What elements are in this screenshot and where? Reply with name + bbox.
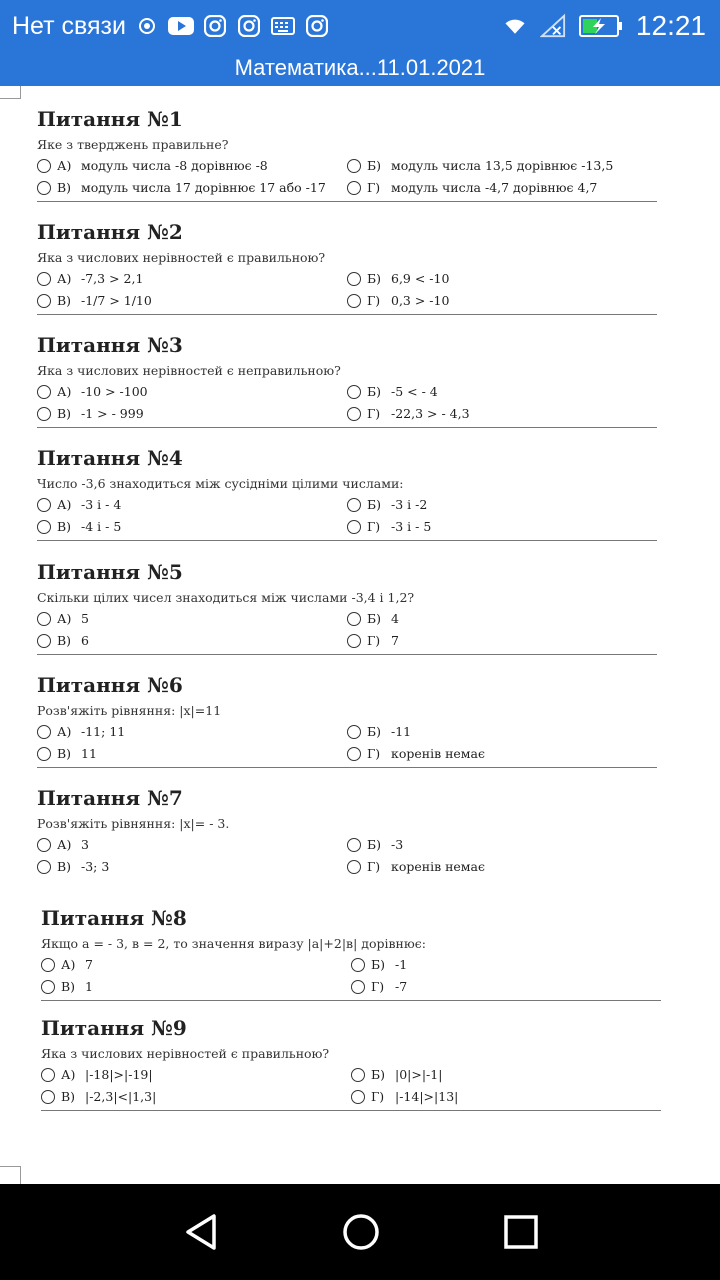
option-a[interactable]: А) -3 і - 4 — [37, 495, 347, 514]
option-b[interactable]: Б) -1 — [351, 955, 661, 974]
question-5 — [37, 557, 657, 655]
option-g[interactable]: Г) 7 — [347, 631, 657, 650]
radio-button[interactable] — [347, 634, 361, 648]
instagram-icon — [202, 13, 228, 39]
radio-button[interactable] — [37, 294, 51, 308]
option-g[interactable]: Г) |-14|>|13| — [351, 1087, 661, 1106]
radio-button[interactable] — [37, 181, 51, 195]
wifi-icon — [502, 13, 528, 39]
question-title: Питання №6 — [37, 673, 183, 697]
question-3 — [37, 330, 657, 428]
radio-button[interactable] — [37, 407, 51, 421]
option-v[interactable]: В) -1 > - 999 — [37, 404, 347, 423]
radio-button[interactable] — [351, 980, 365, 994]
app-title: Математика...11.01.2021 — [234, 55, 486, 80]
option-g[interactable]: Г) коренів немає — [347, 857, 657, 876]
question-title: Питання №2 — [37, 220, 183, 244]
radio-button[interactable] — [37, 747, 51, 761]
radio-button[interactable] — [37, 385, 51, 399]
question-text: Яка з числових нерівностей є правильною? — [37, 250, 326, 265]
option-b[interactable]: Б) модуль числа 13,5 дорівнює -13,5 — [347, 156, 657, 175]
question-7 — [37, 783, 657, 880]
question-title: Питання №7 — [37, 786, 183, 810]
radio-button[interactable] — [37, 520, 51, 534]
app-bar — [0, 0, 720, 86]
question-title: Питання №5 — [37, 560, 183, 584]
option-a[interactable]: А) 7 — [41, 955, 351, 974]
option-g[interactable]: Г) коренів немає — [347, 744, 657, 763]
question-9 — [41, 1013, 661, 1111]
back-icon[interactable] — [182, 1212, 222, 1252]
question-6 — [37, 670, 657, 768]
question-text: Яке з тверджень правильне? — [37, 137, 229, 152]
option-v[interactable]: В) |-2,3|<|1,3| — [41, 1087, 351, 1106]
radio-button[interactable] — [347, 272, 361, 286]
document-content[interactable] — [0, 86, 720, 1184]
option-a[interactable]: А) |-18|>|-19| — [41, 1065, 351, 1084]
option-b[interactable]: Б) -11 — [347, 722, 657, 741]
option-a[interactable]: А) -11; 11 — [37, 722, 347, 741]
question-text: Скільки цілих чисел знаходиться між числами -3,4 і 1,2? — [37, 590, 415, 605]
instagram-icon — [304, 13, 330, 39]
no-signal-icon — [540, 13, 566, 39]
radio-button[interactable] — [37, 725, 51, 739]
option-g[interactable]: Г) модуль числа -4,7 дорівнює 4,7 — [347, 178, 657, 197]
radio-button[interactable] — [37, 634, 51, 648]
option-b[interactable]: Б) -5 < - 4 — [347, 382, 657, 401]
question-title: Питання №1 — [37, 107, 183, 131]
option-a[interactable]: А) -10 > -100 — [37, 382, 347, 401]
option-g[interactable]: Г) 0,3 > -10 — [347, 291, 657, 310]
radio-button[interactable] — [347, 159, 361, 173]
radio-button[interactable] — [347, 385, 361, 399]
option-a[interactable]: А) 3 — [37, 835, 347, 854]
option-v[interactable]: В) -1/7 > 1/10 — [37, 291, 347, 310]
keyboard-icon — [270, 13, 296, 39]
radio-button[interactable] — [347, 520, 361, 534]
question-2 — [37, 217, 657, 315]
recents-icon[interactable] — [501, 1212, 541, 1252]
question-8 — [41, 903, 661, 1001]
question-1 — [37, 104, 657, 202]
radio-button[interactable] — [37, 498, 51, 512]
radio-button[interactable] — [351, 1090, 365, 1104]
radio-button[interactable] — [347, 747, 361, 761]
option-a[interactable]: А) 5 — [37, 609, 347, 628]
question-title: Питання №9 — [41, 1016, 187, 1040]
radio-button[interactable] — [347, 181, 361, 195]
status-bar-right — [502, 10, 706, 42]
question-text: Розв'яжіть рівняння: |x|=11 — [37, 703, 222, 718]
radio-button[interactable] — [347, 725, 361, 739]
battery-charging-icon — [578, 13, 624, 39]
radio-button[interactable] — [347, 860, 361, 874]
page-corner-mark — [0, 86, 21, 99]
carrier-label: Нет связи — [12, 11, 126, 40]
radio-button[interactable] — [41, 1090, 55, 1104]
question-title: Питання №4 — [37, 446, 183, 470]
radio-button[interactable] — [41, 980, 55, 994]
navigation-bar — [0, 1184, 720, 1280]
question-text: Число -3,6 знаходиться між сусідніми цілими числами: — [37, 476, 404, 491]
radio-button[interactable] — [37, 272, 51, 286]
option-b[interactable]: Б) 4 — [347, 609, 657, 628]
question-text: Якщо a = - 3, в = 2, то значення виразу |a|+2|в| дорівнює: — [41, 936, 426, 951]
radio-button[interactable] — [347, 498, 361, 512]
option-g[interactable]: Г) -22,3 > - 4,3 — [347, 404, 657, 423]
page-corner-mark — [0, 1166, 21, 1185]
radio-button[interactable] — [37, 838, 51, 852]
option-b[interactable]: Б) -3 і -2 — [347, 495, 657, 514]
radio-button[interactable] — [347, 612, 361, 626]
radio-button[interactable] — [347, 407, 361, 421]
option-v[interactable]: В) -3; 3 — [37, 857, 347, 876]
question-4 — [37, 443, 657, 541]
option-b[interactable]: Б) -3 — [347, 835, 657, 854]
option-v[interactable]: В) 1 — [41, 977, 351, 996]
radio-button[interactable] — [351, 958, 365, 972]
youtube-icon — [168, 13, 194, 39]
radio-button[interactable] — [37, 860, 51, 874]
option-v[interactable]: В) 6 — [37, 631, 347, 650]
option-g[interactable]: Г) -7 — [351, 977, 661, 996]
question-title: Питання №3 — [37, 333, 183, 357]
home-icon[interactable] — [341, 1212, 381, 1252]
option-v[interactable]: В) -4 і - 5 — [37, 517, 347, 536]
option-v[interactable]: В) 11 — [37, 744, 347, 763]
radio-button[interactable] — [347, 294, 361, 308]
option-b[interactable]: Б) 6,9 < -10 — [347, 269, 657, 288]
radio-button[interactable] — [41, 958, 55, 972]
option-a[interactable]: А) -7,3 > 2,1 — [37, 269, 347, 288]
radio-button[interactable] — [41, 1068, 55, 1082]
radio-button[interactable] — [37, 612, 51, 626]
instagram-icon — [236, 13, 262, 39]
radio-button[interactable] — [37, 159, 51, 173]
clock: 12:21 — [635, 10, 706, 41]
hotspot-icon — [134, 13, 160, 39]
option-a[interactable]: А) модуль числа -8 дорівнює -8 — [37, 156, 347, 175]
question-text: Яка з числових нерівностей є правильною? — [41, 1046, 330, 1061]
question-text: Яка з числових нерівностей є неправильною? — [37, 363, 341, 378]
option-v[interactable]: В) модуль числа 17 дорівнює 17 або -17 — [37, 178, 347, 197]
option-b[interactable]: Б) |0|>|-1| — [351, 1065, 661, 1084]
status-bar-left — [12, 10, 330, 42]
question-title: Питання №8 — [41, 906, 187, 930]
radio-button[interactable] — [351, 1068, 365, 1082]
radio-button[interactable] — [347, 838, 361, 852]
question-text: Розв'яжіть рівняння: |x|= - 3. — [37, 816, 230, 831]
option-g[interactable]: Г) -3 і - 5 — [347, 517, 657, 536]
